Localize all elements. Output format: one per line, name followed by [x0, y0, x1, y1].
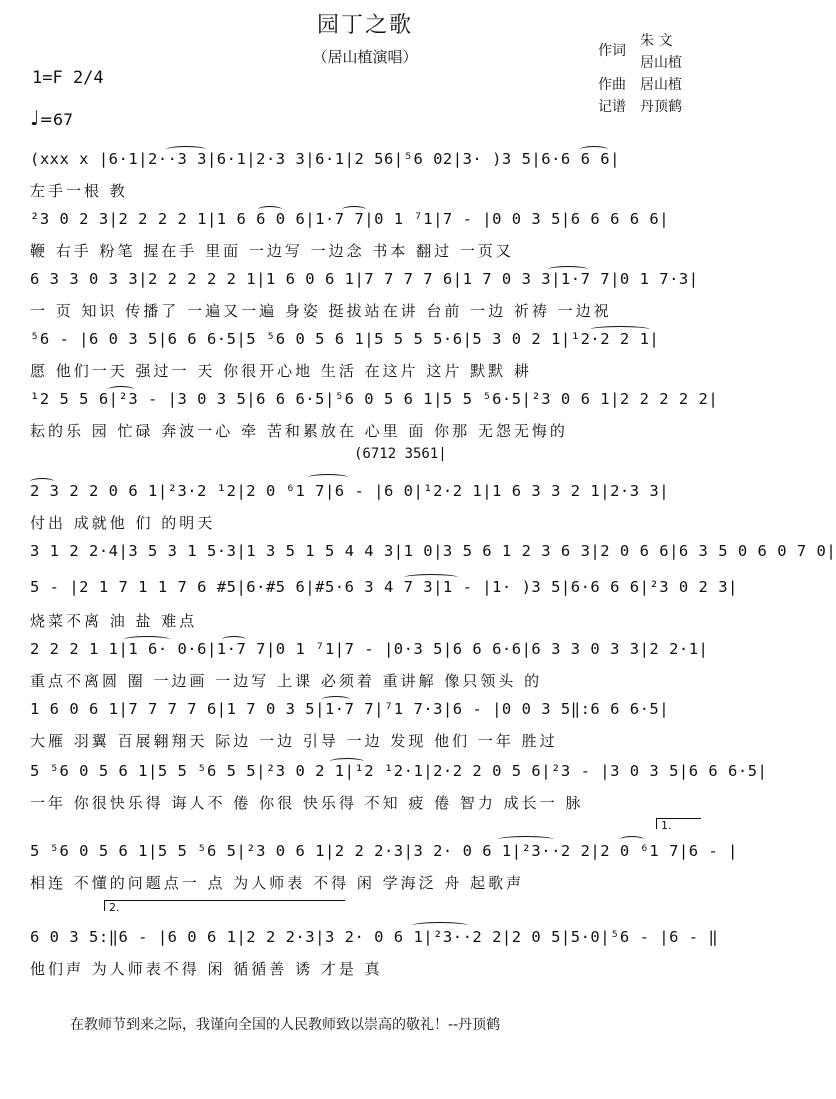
score-notes-row-1: (xxx x |6·1|2··3 3|6·1|2·3 3|6·1|2 56|⁵6 02|3· )3 5|6·6 6 6|	[30, 150, 620, 168]
key-signature: 1=F 2/4	[32, 68, 104, 88]
score-notes-row-2: ²3 0 2 3|2 2 2 2 1|1 6 6 0 6|1·7 7|0 1 ⁷1|7 - |0 0 3 5|6 6 6 6 6|	[30, 210, 670, 228]
score-notes-row-13: 6 0 3 5:‖6 - |6 0 6 1|2 2 2·3|3 2· 0 6 1|²3··2 2|2 0 5|5·0|⁵6 - |6 - ‖	[30, 928, 719, 946]
score-notes-row-8: 5 - |2 1 7 1 1 7 6 #5|6·#5 6|#5·6 3 4 7 3|1 - |1· )3 5|6·6 6 6|²3 0 2 3|	[30, 578, 738, 596]
score-credit-label: 记谱	[598, 99, 626, 115]
lyrics-credit-label: 作词	[598, 43, 626, 59]
score-notes-row-7: 3 1 2 2·4|3 5 3 1 5·3|1 3 5 1 5 4 4 3|1 0|3 5 6 1 2 3 6 3|2 0 6 6|6 3 5 0 6 0 7 0|	[30, 542, 836, 560]
ornament-notes: (6712 3561|	[354, 446, 447, 462]
second-ending-bracket: 2.	[104, 900, 345, 911]
score-notes-row-10: 1 6 0 6 1|7 7 7 7 6|1 7 0 3 5|1·7 7|⁷1 7·3|6 - |0 0 3 5‖:6 6 6·5|	[30, 700, 670, 718]
first-ending-bracket: 1.	[656, 818, 701, 829]
tempo-value: =67	[39, 110, 74, 129]
score-lyrics-row-4: 愿 他们一天 强过一 天 你很开心地 生活 在这片 这片 默默 耕	[30, 362, 532, 380]
score-lyrics-row-9: 重点不离圆 圈 一边画 一边写 上课 必须着 重讲解 像只领头 的	[30, 672, 543, 690]
score-lyrics-row-2: 鞭 右手 粉笔 握在手 里面 一边写 一边念 书本 翻过 一页又	[30, 242, 514, 260]
lyricist-name-1: 朱 文	[640, 33, 673, 49]
score-notes-row-3: 6 3 3 0 3 3|2 2 2 2 2 1|1 6 0 6 1|7 7 7 7 6|1 7 0 3 3|1·7 7|0 1 7·3|	[30, 270, 699, 288]
score-lyrics-row-3: 一 页 知识 传播了 一遍又一遍 身姿 挺拔站在讲 台前 一边 祈祷 一边祝	[30, 302, 612, 320]
score-lyrics-row-6: 付出 成就他 们 的明天	[30, 514, 216, 532]
composer-name: 居山植	[640, 77, 682, 93]
score-notes-row-6: 2 3 2 2 0 6 1|²3·2 ¹2|2 0 ⁶1 7|6 - |6 0|¹2·2 1|1 6 3 3 2 1|2·3 3|	[30, 482, 670, 500]
transcriber-name: 丹顶鹤	[640, 99, 682, 115]
dedication-note: 在教师节到来之际，我谨向全国的人民教师致以崇高的敬礼！--丹顶鹤	[70, 1017, 501, 1033]
performer-subtitle: （居山植演唱）	[312, 48, 418, 66]
score-lyrics-row-8: 烧菜不离 油 盐 难点	[30, 612, 198, 630]
score-lyrics-row-1: 左手一根 教	[30, 182, 128, 200]
tempo-marking	[30, 106, 73, 130]
score-notes-row-5: ¹2 5 5 6|²3 - |3 0 3 5|6 6 6·5|⁵6 0 5 6 1|5 5 ⁵6·5|²3 0 6 1|2 2 2 2 2|	[30, 390, 719, 408]
score-lyrics-row-5: 耘的乐 园 忙碌 奔波一心 牵 苦和累放在 心里 面 你那 无怨无悔的	[30, 422, 568, 440]
quarter-note-icon: ♩	[30, 106, 40, 130]
score-lyrics-row-13: 他们声 为人师表不得 闲 循循善 诱 才是 真	[30, 960, 383, 978]
song-title: 园丁之歌	[316, 13, 413, 38]
score-lyrics-row-12: 相连 不懂的问题点一 点 为人师表 不得 闲 学海泛 舟 起歌声	[30, 874, 525, 892]
lyricist-name-2: 居山植	[640, 55, 682, 71]
music-credit-label: 作曲	[598, 77, 626, 93]
score-lyrics-row-10: 大雁 羽翼 百展翱翔天 际边 一边 引导 一边 发现 他们 一年 胜过	[30, 732, 558, 750]
score-notes-row-4: ⁵6 - |6 0 3 5|6 6 6·5|5 ⁵6 0 5 6 1|5 5 5 5·6|5 3 0 2 1|¹2·2 2 1|	[30, 330, 660, 348]
score-lyrics-row-11: 一年 你很快乐得 诲人不 倦 你很 快乐得 不知 疲 倦 智力 成长一 脉	[30, 794, 584, 812]
score-notes-row-12: 5 ⁵6 0 5 6 1|5 5 ⁵6 5|²3 0 6 1|2 2 2·3|3 2· 0 6 1|²3··2 2|2 0 ⁶1 7|6 - |	[30, 842, 738, 860]
score-notes-row-9: 2 2 2 1 1|1 6· 0·6|1·7 7|0 1 ⁷1|7 - |0·3 5|6 6 6·6|6 3 3 0 3 3|2 2·1|	[30, 640, 709, 658]
score-notes-row-11: 5 ⁵6 0 5 6 1|5 5 ⁵6 5 5|²3 0 2 1|¹2 ¹2·1|2·2 2 0 5 6|²3 - |3 0 3 5|6 6 6·5|	[30, 762, 768, 780]
